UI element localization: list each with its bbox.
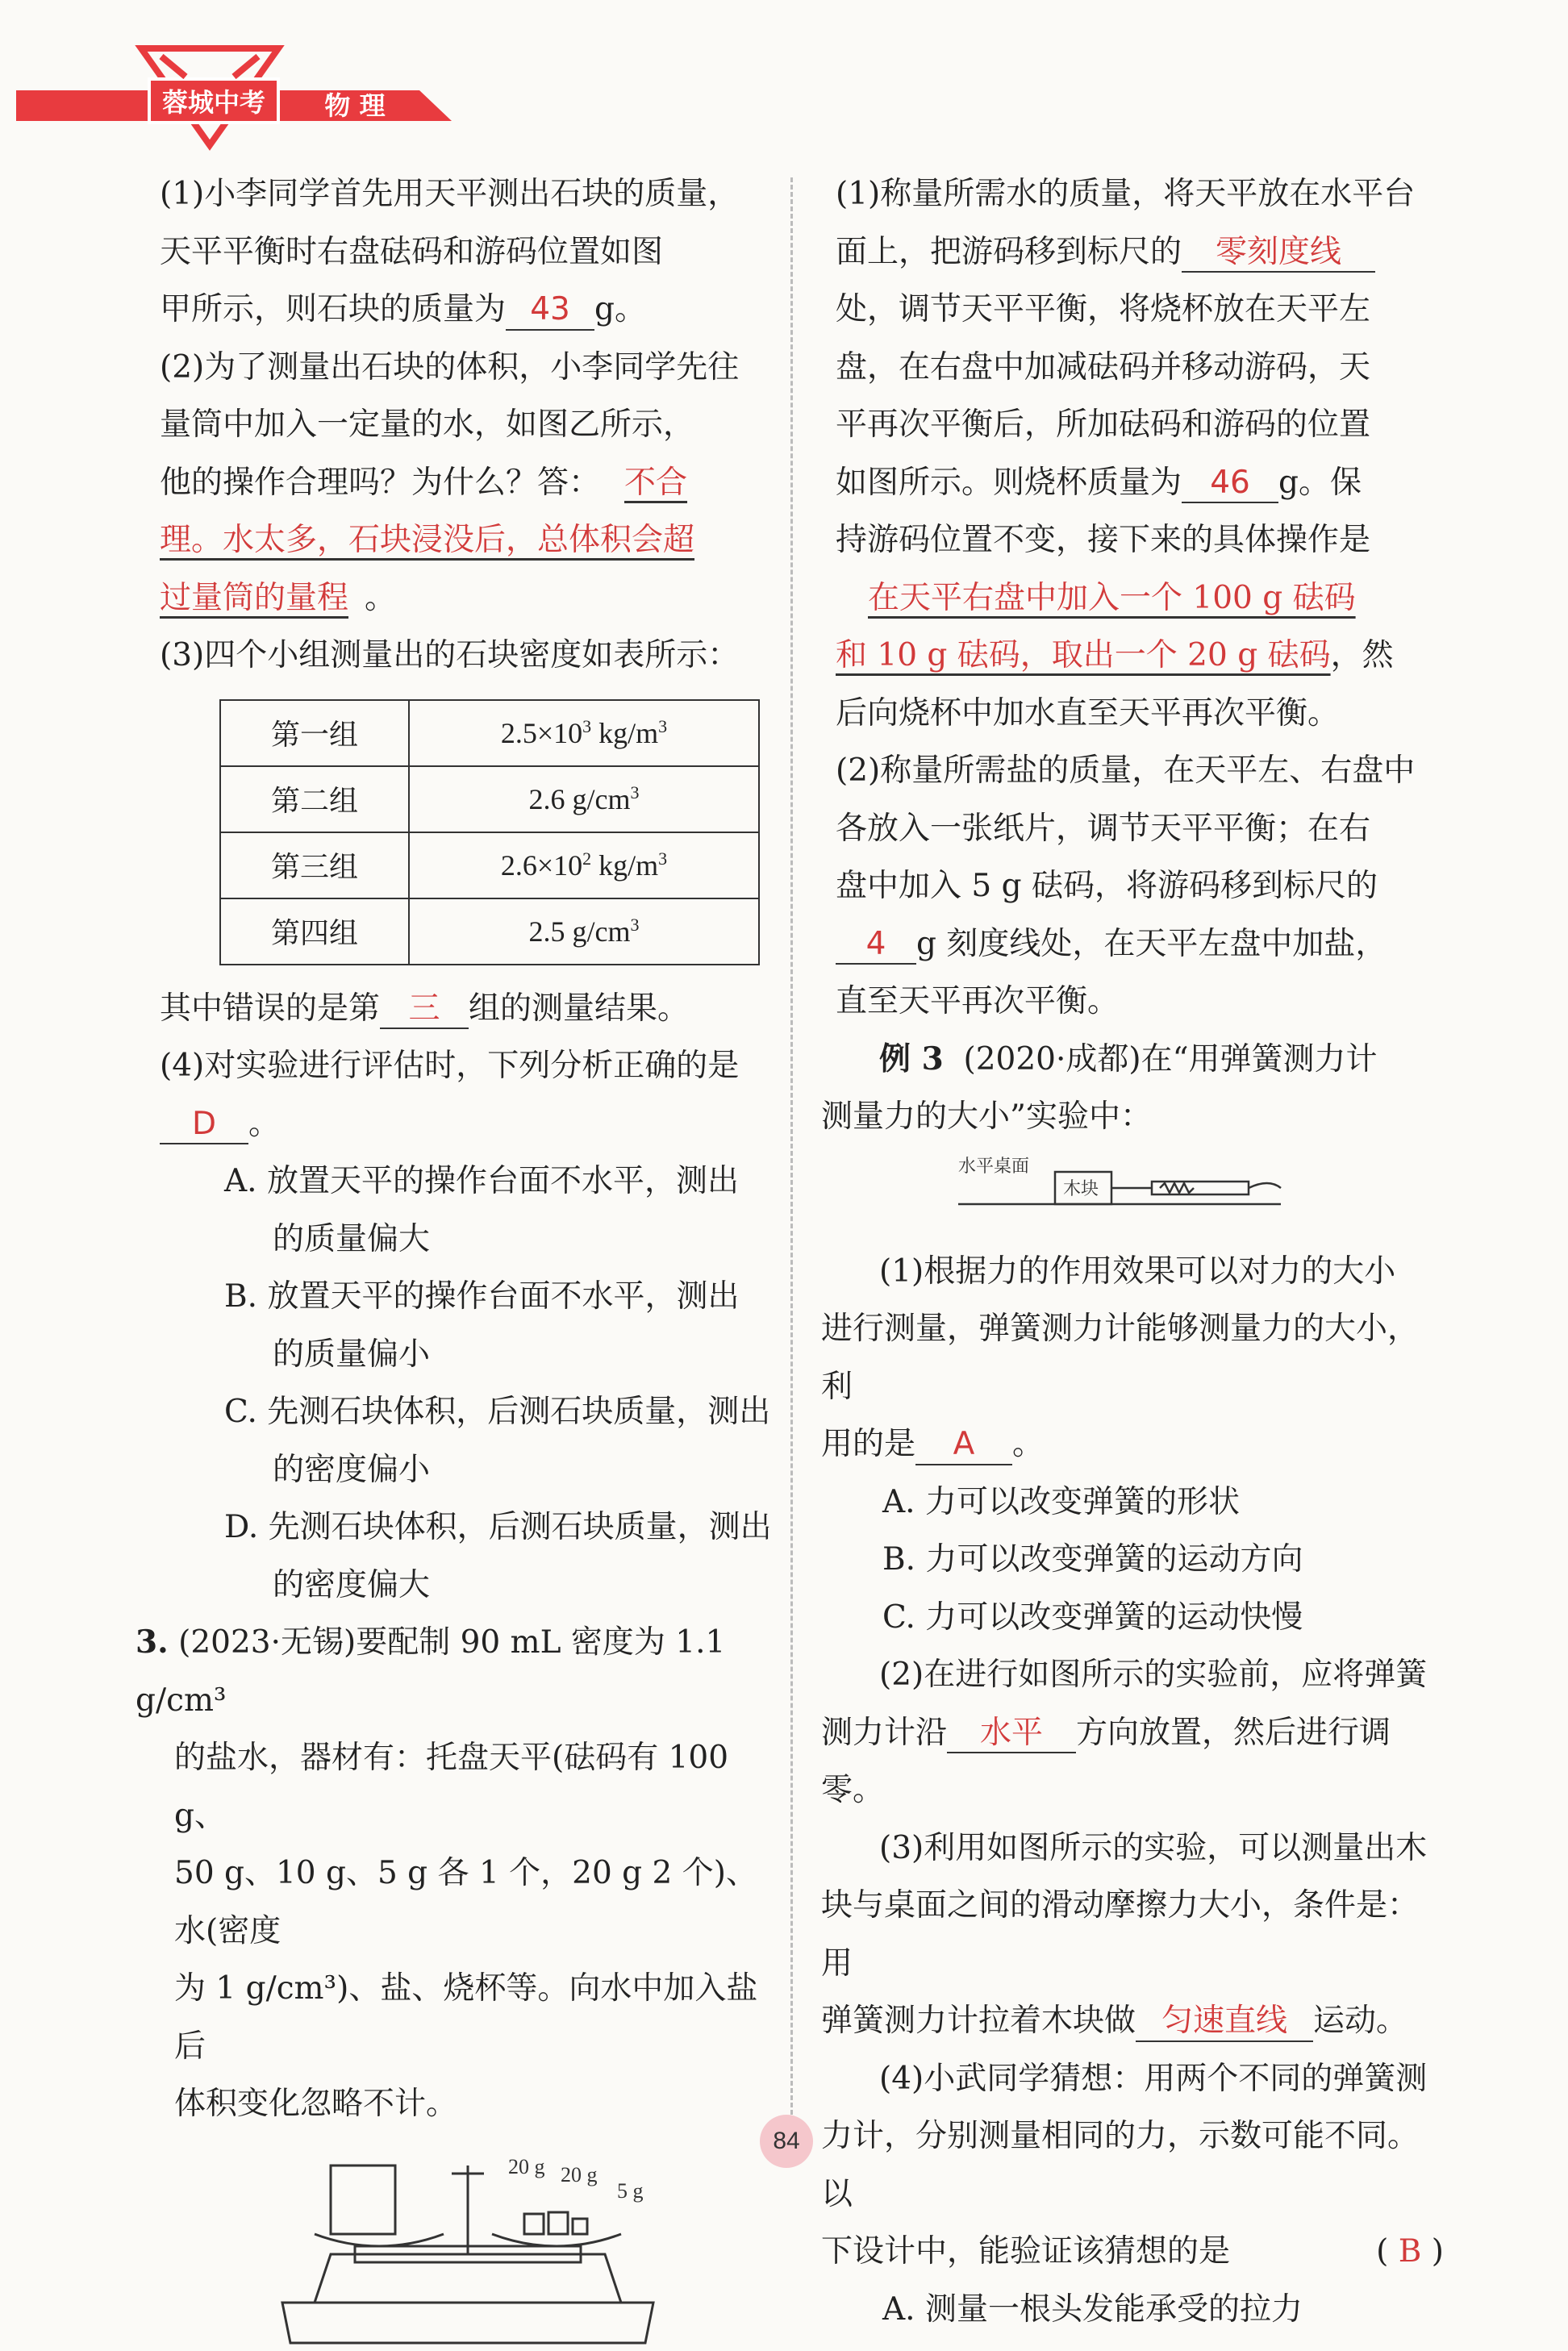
left-column (136, 165, 774, 2351)
weight-label: 20 g (508, 2154, 545, 2178)
answer-blank-q1: 43 (506, 291, 594, 331)
table-cell: 第一组 (220, 700, 409, 766)
example3-text: (2020·成都)在“用弹簧测力计 (963, 1040, 1378, 1078)
e4-option-a: A. 测量一根头发能承受的拉力 (882, 2291, 1303, 2328)
r1-line1: (1)称量所需水的质量，将天平放在水平台 (836, 176, 1416, 212)
problem3-text: (2023·无锡)要配制 90 mL 密度为 1.1 g/cm³ (136, 1624, 726, 1719)
column-divider (790, 177, 793, 2129)
e2-line2 (821, 1704, 1444, 1820)
table-cell: 第二组 (220, 766, 409, 832)
option-c-cont: 的密度偏小 (273, 1451, 431, 1488)
q1-line3 (145, 281, 774, 339)
answer-r1-operation2: 和 10 g 砝码，取出一个 20 g 砝码 (836, 637, 1331, 673)
r1-text4: ，然 (1330, 637, 1394, 673)
r1-line7: 持游码位置不变，接下来的具体操作是 (836, 522, 1371, 558)
q2-text: 他的操作合理吗？为什么？答： (160, 464, 601, 501)
r1-text3: g。保 (1278, 464, 1362, 501)
option-c: C. 先测石块体积，后测石块质量，测出 (224, 1394, 771, 1430)
answer-q2-part3: 过量筒的量程 (160, 579, 349, 616)
example3-line2: 测量力的大小”实验中： (821, 1098, 1152, 1135)
desk-label: 水平桌面 (958, 1156, 1030, 1177)
e2-text: 测力计沿 (821, 1714, 948, 1751)
q1-text: 甲所示，则石块的质量为 (160, 291, 507, 327)
answer-blank-q4: D (160, 1106, 248, 1145)
option-d-cont: 的密度偏大 (273, 1566, 431, 1603)
r1-line6 (821, 454, 1444, 512)
table-row (220, 832, 759, 898)
table-row (220, 766, 759, 832)
q2-end: 。 (365, 579, 397, 616)
table-cell: $2.5\times 10^3$ $kg/m^3$ (409, 700, 759, 766)
answer-blank-e3: 匀速直线 (1136, 2003, 1313, 2042)
table-cell: 第三组 (220, 832, 409, 898)
q3-line2 (145, 980, 774, 1038)
problem3-line5: 体积变化忽略不计。 (174, 2086, 458, 2122)
q2-line1: (2)为了测量出石块的体积，小李同学先往 (160, 348, 740, 386)
e3-line3 (821, 1992, 1444, 2050)
option-d: D. 先测石块体积，后测石块质量，测出 (224, 1509, 772, 1545)
r1-line10: 后向烧杯中加水直至天平再次平衡。 (836, 694, 1340, 732)
header-series: 蓉城中考 (161, 87, 266, 118)
weight-label: 20 g (561, 2162, 598, 2186)
header-subject: 物 理 (324, 90, 386, 121)
table-cell: 2.6 $g/cm^3$ (409, 766, 759, 832)
r1-line3: 处，调节天平平衡，将烧杯放在天平左 (836, 291, 1371, 327)
q4-line1: (4)对实验进行评估时，下列分析正确的是 (160, 1048, 740, 1084)
q3-text-end: 组的测量结果。 (469, 990, 690, 1027)
e1-option-c: C. 力可以改变弹簧的运动快慢 (882, 1599, 1303, 1636)
header-banner (0, 0, 452, 153)
q3-text: 其中错误的是第 (160, 990, 381, 1027)
problem3-number: 3. (136, 1624, 169, 1661)
option-b-cont: 的质量偏小 (273, 1336, 431, 1373)
e3-line1: (3)利用如图所示的实验，可以测量出木 (879, 1829, 1428, 1866)
table-row (220, 700, 759, 766)
r2-text: g 刻度线处，在天平左盘中加盐， (916, 925, 1387, 962)
option-b: B. 放置天平的操作台面不水平，测出 (224, 1278, 740, 1315)
q2-line3 (145, 454, 774, 512)
e1-end: 。 (1012, 1426, 1045, 1462)
e1-text: 用的是 (821, 1426, 916, 1462)
r1-line4: 盘，在右盘中加减砝码并移动游码，天 (836, 348, 1371, 386)
q4-end: 。 (248, 1105, 281, 1142)
answer-blank-r1: 零刻度线 (1182, 234, 1375, 273)
spring-scale-figure (958, 1154, 1297, 1227)
r1-line9 (821, 627, 1444, 685)
q2-line4 (145, 511, 774, 569)
density-table (219, 699, 760, 965)
e1-line1: (1)根据力的作用效果可以对力的大小 (879, 1253, 1396, 1290)
r2-line3: 盘中加入 5 g 砝码，将游码移到标尺的 (836, 868, 1378, 904)
r1-line2 (821, 223, 1444, 281)
answer-q2-part2: 理。水太多，石块浸没后，总体积会超 (160, 522, 695, 558)
table-cell: $2.6\times 10^2$ $kg/m^3$ (409, 832, 759, 898)
problem3-line2: 的盐水，器材有：托盘天平(砝码有 100 g、 (174, 1740, 729, 1834)
weight-label: 5 g (617, 2178, 644, 2203)
e1-option-a: A. 力可以改变弹簧的形状 (882, 1483, 1240, 1520)
answer-blank-q3: 三 (380, 990, 469, 1030)
answer-e4: B (1398, 2233, 1422, 2270)
option-a-cont: 的质量偏大 (273, 1220, 431, 1257)
answer-blank-e1: A (915, 1426, 1012, 1465)
e2-line1: (2)在进行如图所示的实验前，应将弹簧 (879, 1657, 1428, 1693)
balance-figure (266, 2141, 669, 2351)
answer-blank-e2: 水平 (947, 1715, 1076, 1754)
r1-line5: 平再次平衡后，所加砝码和游码的位置 (836, 406, 1371, 443)
right-column (821, 165, 1444, 2338)
e4-line1: (4)小武同学猜想：用两个不同的弹簧测 (879, 2060, 1428, 2097)
block-label: 木块 (1063, 1178, 1099, 1199)
r2-line4 (821, 915, 1444, 973)
e3-text: 弹簧测力计拉着木块做 (821, 2003, 1136, 2039)
e1-option-b: B. 力可以改变弹簧的运动方向 (882, 1541, 1303, 1578)
e4-line2: 力计，分别测量相同的力，示数可能不同。以 (821, 2118, 1420, 2212)
q2-line2: 量筒中加入一定量的水，如图乙所示， (160, 406, 695, 443)
r2-line1: (2)称量所需盐的质量，在天平左、右盘中 (836, 752, 1416, 789)
table-cell: 第四组 (220, 898, 409, 965)
answer-blank-r1-mass: 46 (1182, 465, 1278, 504)
e4-line3 (821, 2223, 1444, 2281)
problem3-line4: 为 1 g/cm³)、盐、烧杯等。向水中加入盐后 (174, 1970, 758, 2065)
q1-unit: g。 (594, 291, 646, 327)
e2-text-end: 方向放置，然后进行调零。 (821, 1714, 1391, 1808)
option-a: A. 放置天平的操作台面不水平，测出 (224, 1163, 739, 1199)
r1-text: 面上，把游码移到标尺的 (836, 233, 1182, 270)
e4-text: 下设计中，能验证该猜想的是 (821, 2233, 1231, 2270)
table-row (220, 898, 759, 965)
answer-choice-e4: ( B ) (1376, 2233, 1444, 2270)
table-cell: 2.5 $g/cm^3$ (409, 898, 759, 965)
q3-line1: (3)四个小组测量出的石块密度如表所示： (160, 637, 740, 673)
q1-line1: (1)小李同学首先用天平测出石块的质量， (160, 176, 740, 212)
problem3-line1 (136, 1614, 774, 1729)
e3-line2: 块与桌面之间的滑动摩擦力大小，条件是：用 (821, 1887, 1420, 1982)
r1-line8 (821, 569, 1444, 627)
example3-label: 例 3 (879, 1040, 944, 1078)
answer-blank-r2: 4 (836, 926, 916, 965)
e3-text-end: 运动。 (1313, 2003, 1408, 2039)
q4-line2 (145, 1095, 774, 1153)
page-number: 84 (760, 2115, 813, 2168)
e1-line2: 进行测量，弹簧测力计能够测量力的大小，利 (821, 1311, 1420, 1405)
r2-line2: 各放入一张纸片，调节天平平衡；在右 (836, 810, 1371, 847)
example3-line1 (821, 1031, 1444, 1089)
r2-line5: 直至天平再次平衡。 (836, 983, 1120, 1019)
answer-q2-part1: 不合 (624, 464, 688, 501)
q1-line2: 天平平衡时右盘砝码和游码位置如图 (160, 233, 664, 270)
e1-line3 (821, 1415, 1444, 1474)
problem3-line3: 50 g、10 g、5 g 各 1 个，20 g 2 个)、水(密度 (174, 1855, 757, 1949)
q2-line5 (145, 569, 774, 627)
answer-r1-operation1: 在天平右盘中加入一个 100 g 砝码 (868, 579, 1356, 616)
r1-text2: 如图所示。则烧杯质量为 (836, 464, 1182, 501)
